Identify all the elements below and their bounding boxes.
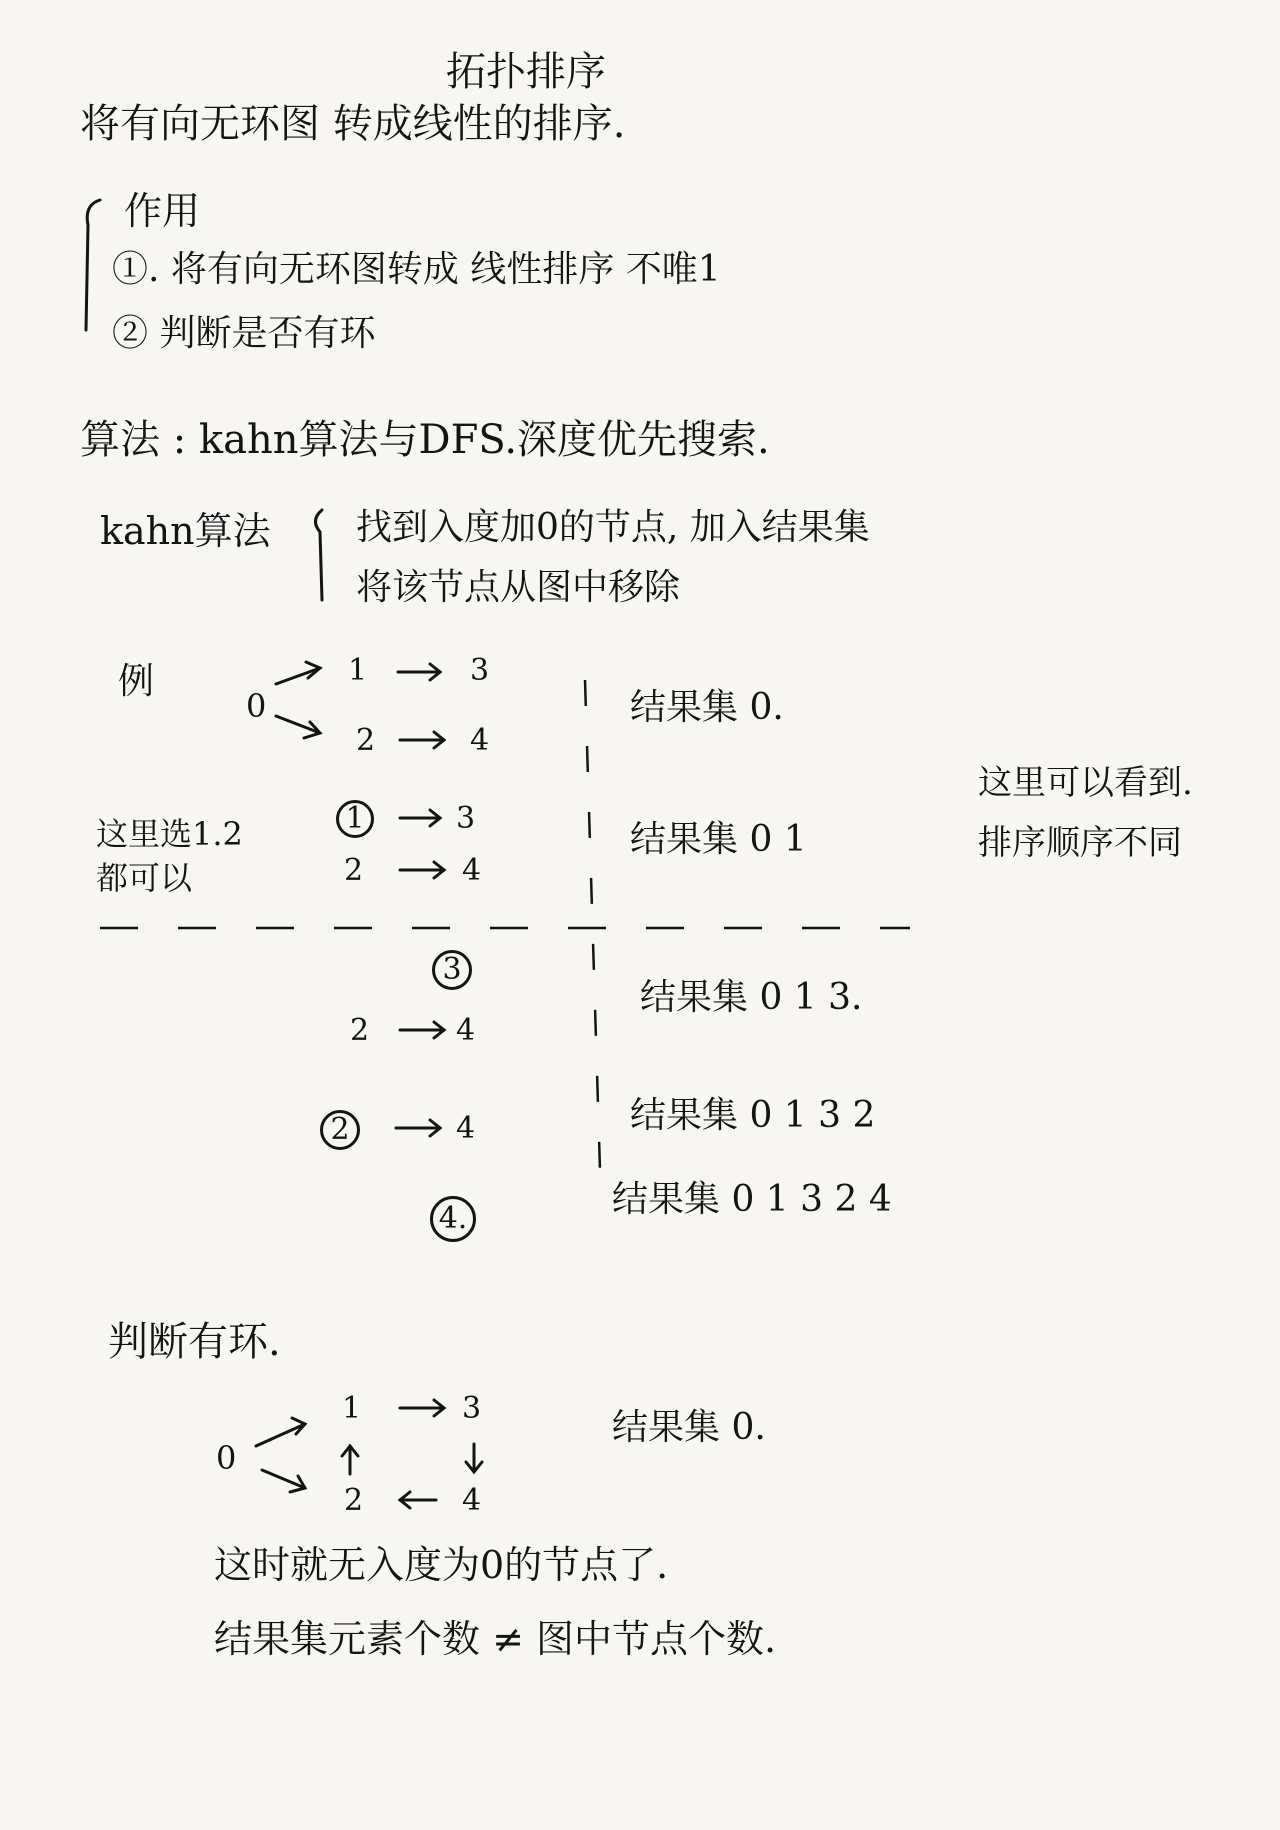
node-2-circled: 2 [320, 1110, 360, 1150]
definition-text: 将有向无环图 转成线性的排序. [80, 101, 626, 147]
cycle-conclusion-1: 这时就无入度为0的节点了. [214, 1543, 669, 1587]
step4-node-4: 4 [456, 1111, 476, 1146]
node-3: 3 [470, 653, 490, 688]
result-5: 结果集 0 1 3 2 4 [612, 1179, 892, 1220]
cycle-node-3: 3 [462, 1391, 482, 1426]
algorithm-line: 算法 : kahn算法与DFS.深度优先搜索. [80, 417, 770, 463]
note-right-1: 这里可以看到. [978, 763, 1193, 803]
cycle-node-0: 0 [216, 1439, 237, 1477]
step2-node-3: 3 [456, 801, 476, 836]
result-3: 结果集 0 1 3. [640, 977, 863, 1018]
purpose-item-1: ①. 将有向无环图转成 线性排序 不唯1 [112, 249, 721, 290]
kahn-step-2: 将该节点从图中移除 [356, 567, 681, 608]
cycle-heading: 判断有环. [108, 1319, 281, 1365]
note-left-1: 这里选1.2 [96, 815, 243, 853]
node-1: 1 [348, 653, 368, 688]
example-label: 例 [118, 661, 155, 702]
purpose-heading: 作用 [124, 189, 201, 233]
result-2: 结果集 0 1 [630, 819, 807, 860]
node-4: 4 [470, 723, 490, 758]
step3-node-4: 4 [456, 1013, 476, 1048]
node-2: 2 [356, 723, 376, 758]
kahn-label: kahn算法 [100, 509, 271, 553]
result-4: 结果集 0 1 3 2 [630, 1095, 876, 1136]
note-right-2: 排序顺序不同 [978, 823, 1182, 863]
cycle-conclusion-2: 结果集元素个数 ≠ 图中节点个数. [214, 1617, 777, 1661]
result-1: 结果集 0. [630, 687, 784, 728]
cycle-node-1: 1 [342, 1391, 362, 1426]
page-title: 拓扑排序 [446, 49, 606, 95]
step3-node-2: 2 [350, 1013, 370, 1048]
node-4-circled: 4. [430, 1196, 476, 1242]
kahn-step-1: 找到入度加0的节点, 加入结果集 [356, 507, 870, 548]
step2-node-2: 2 [344, 853, 364, 888]
node-1-circled: 1 [336, 800, 370, 834]
cycle-result: 结果集 0. [612, 1407, 766, 1448]
step2-node-4: 4 [462, 853, 482, 888]
cycle-node-4: 4 [462, 1483, 482, 1518]
cycle-node-2: 2 [344, 1483, 364, 1518]
node-0: 0 [246, 687, 267, 725]
purpose-item-2: ② 判断是否有环 [112, 313, 376, 354]
note-left-2: 都可以 [96, 859, 193, 897]
node-3-circled: 3 [432, 950, 472, 990]
